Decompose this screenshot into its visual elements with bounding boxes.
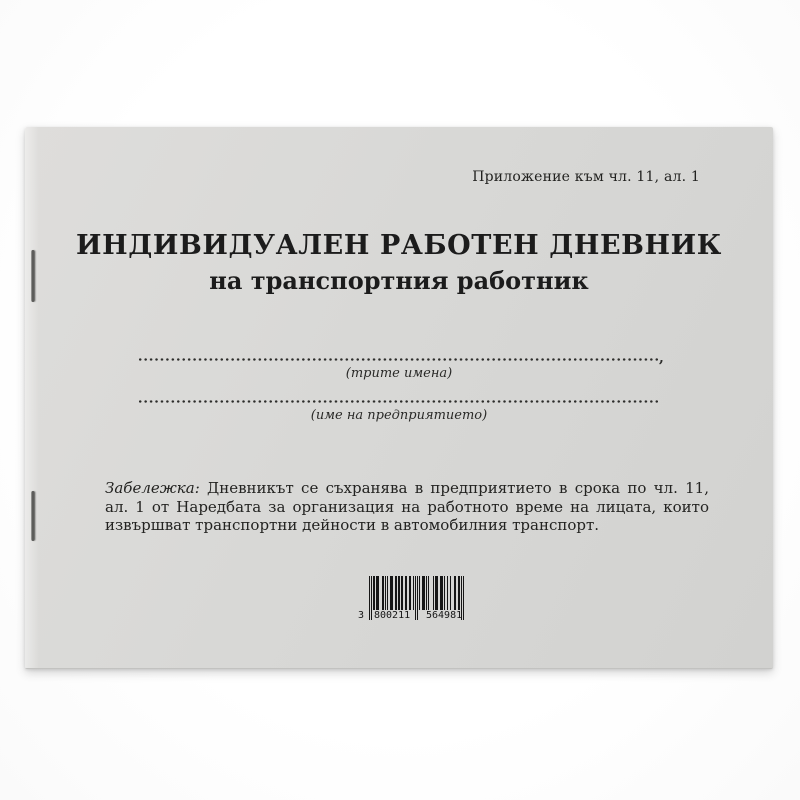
barcode — [356, 576, 476, 624]
barcode-digit-first: 3 — [358, 610, 365, 621]
name-field-caption: (трите имена) — [345, 366, 453, 381]
company-dotted-line — [138, 395, 658, 405]
company-field-row — [138, 395, 672, 405]
title-line-2: на транспортния работник — [209, 266, 589, 295]
staple-bottom — [31, 491, 35, 541]
corner-label: Приложение към чл. 11, ал. 1 — [472, 169, 700, 185]
name-field-row — [138, 350, 672, 366]
barcode-digit-group-right: 564981 — [426, 610, 463, 621]
company-field-caption: (име на предприятието) — [310, 408, 488, 423]
note-text: Дневникът се съхранява в предприятието в срока по чл. 11, ал. 1 от Наредбата за организация на работното време на лицата, които извършват транспортни дейности в автомобилния транспорт. — [105, 479, 709, 534]
booklet-cover — [25, 127, 773, 669]
name-field-suffix: , — [659, 350, 664, 366]
title-line-1: ИНДИВИДУАЛЕН РАБОТЕН ДНЕВНИК — [76, 230, 722, 261]
note-label: Забележка: — [105, 479, 200, 497]
name-dotted-line — [138, 353, 658, 363]
note-paragraph — [105, 479, 709, 535]
barcode-digit-group-left: 800211 — [374, 610, 411, 621]
